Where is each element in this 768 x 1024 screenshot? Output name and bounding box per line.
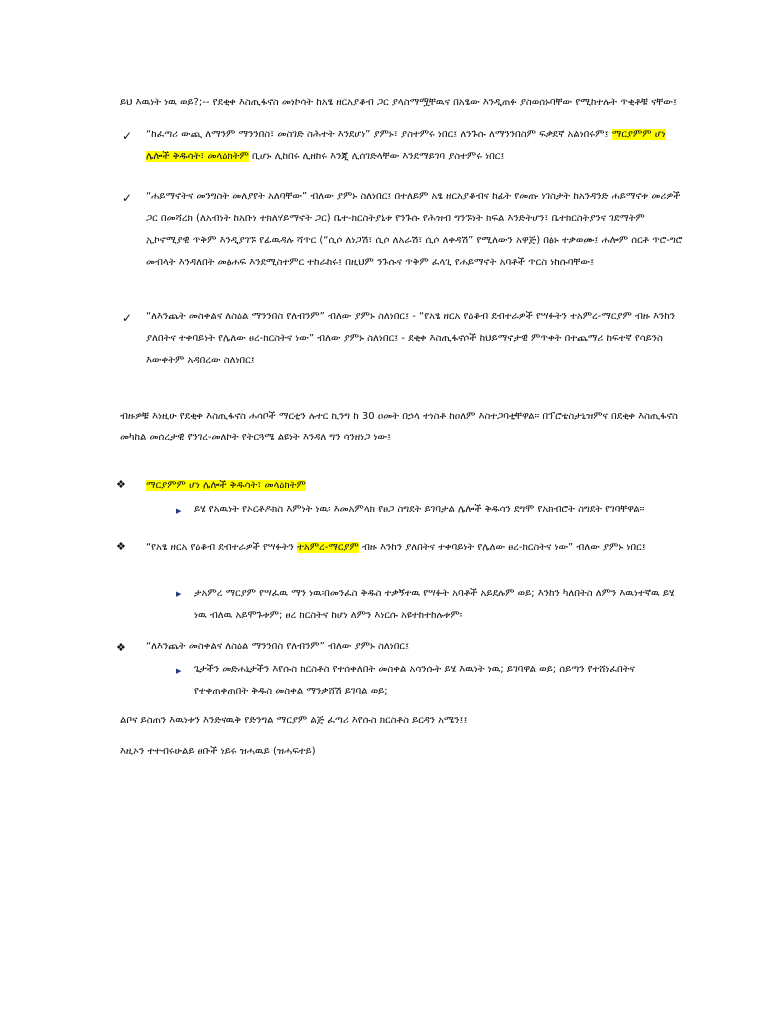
diamond-1-sub bbox=[194, 499, 684, 521]
check-1-text-after: ቢሆኑ ሊከበሩ ሊዘከሩ እንጂ ሊሰገድላቸው እንደማይገባ ያስተምሩ ነበር፤ bbox=[248, 151, 505, 162]
intro-text: ይህ እዉነት ነዉ ወይ?;-- የደቂቀ እስጢፋኖስ መነኮሳት ከአፄ ዘርአያቆብ ጋር ያላስማሟቸዉና በአፄው እንዲጠፉ ያስወሰኑባቸው የሚከተሉት ጥቂቶቹ ናቸው፤ bbox=[120, 97, 677, 108]
checkmark-icon: ✓ bbox=[122, 311, 133, 325]
check-1-text: “ከፈጣሪ ውጪ ለማንም ማንንበስ፣ መስገድ ስሕተት እንደሆነ” ያምኑ፣ ያስተምሩ ነበር፤ ለንጉሱ ለማንንበስም ፍቃደኛ አልነበሩም፤ bbox=[146, 129, 612, 140]
closing-paragraph-1 bbox=[120, 710, 680, 732]
highlight-mark: ማርያምም ሆነ ሌሎች ቅዱሳት፣ መላዕክትም bbox=[146, 480, 306, 491]
check-3-text: “ለእንጨት መስቀልና ለስዕል ማንንበስ የለብንም” ብለው ያምኑ ስለነበር፤ - “የአፄ ዘርአ የዕቆብ ደብተራዎች የሣፉትን ተአምረ-ማርያም ብዙ እንከን ያለበትና ተቀባይነት የሌለው ፀረ-ክርስትና ነው” ብለው ያምኑ ስለነበር፤ - ደቂቀ እስጢፋኖሶች ከህይማኖታዊ ምጥቀት በተጨማሪ ከፍተኛ የሳይንስ እውቀትም አዳበረው ስለነበር፤ bbox=[146, 311, 676, 366]
closing-paragraph-2 bbox=[120, 741, 680, 763]
intro-paragraph bbox=[120, 92, 680, 114]
middle-text: ብዙዎቹ እነዚሁ የደቂቀ እስጢፋኖስ ሐሳቦች ማርቲን ሉተር ኪንግ ከ 30 ዐመት በኃላ ተነስቶ ከዐለም እስተጋባቲቸዋል። በፕሮቴስታኒዝምና በደቂቀ እስጢፋኖስ መካከል መሰረታዊ የንገረ-መለኮት የትርጓሜ ልዩነት እንዳለ ግን ሳንዘነጋ ነው፤ bbox=[120, 411, 678, 443]
diamond-item-2 bbox=[146, 537, 686, 559]
middle-paragraph bbox=[120, 406, 680, 448]
checkmark-icon: ✓ bbox=[122, 129, 133, 143]
arrow-bullet-icon: ▶ bbox=[176, 507, 182, 515]
arrow-bullet-icon: ▶ bbox=[176, 667, 182, 675]
arrow-bullet-icon: ▶ bbox=[176, 590, 182, 598]
check-item-2 bbox=[146, 186, 686, 274]
diamond-item-1 bbox=[146, 475, 686, 497]
closing-text-1: ልቦና ይስጠን እዉነቱን እንድናዉቅ የድንግል ማርያም ልጅ ፈጣሪ እየሱስ ክርስቶስ ይርዳን አሜን፤፤ bbox=[120, 715, 468, 726]
checkmark-icon: ✓ bbox=[122, 191, 133, 205]
diamond-bullet-icon: ❖ bbox=[116, 641, 126, 654]
diamond-bullet-icon: ❖ bbox=[116, 540, 126, 553]
sub-text: ጌታችን መድሐኒታችን እየሱስ ክርስቶስ የተሰቀለበት መስቀል አሳንሱት ይሄ እዉነት ነዉ; ይገባዋል ወይ; ሰይጣን የተሸነፈበትና የተቀጠቀጠበት ቅዱስ መስቀል ማንቃሸሽ ይገባል ወይ; bbox=[194, 664, 635, 697]
highlight-mark: ተአምረ-ማርያም bbox=[297, 542, 359, 553]
closing-text-2: እዚኦን ተተብሩሁልይ ፀቡች ነይሩ ዝሓዉይ (ዝሓፍተይ) bbox=[120, 746, 316, 757]
diamond-item-3 bbox=[146, 636, 686, 658]
diamond-2-sub bbox=[194, 583, 684, 627]
diamond-bullet-icon: ❖ bbox=[116, 478, 126, 491]
highlight-mark: ማርያምም ሆነ ሌሎች ቅዱሳት፣ መላዕክትም bbox=[146, 129, 666, 162]
diamond-3-sub bbox=[194, 659, 684, 703]
sub-text: ታአምረ ማርያም የሣፈዉ ማን ነዉ፡በመንፈስ ቅዱስ ተቃኝተዉ የሣፉት አባቶች አይደሉም ወይ; እንከን ካለበትስ ለምን እዉነተኛዉ ይሄ ነዉ ብለዉ አይሞጉቱም; ፀረ ክርስትና ከሆነ ለምን እነርሱ አዩተከተከሉቱም፡ bbox=[194, 588, 675, 621]
diamond-3-text: “ለእንጨት መስቀልና ለስዕል ማንንበስ የለብንም” ብለው ያምኑ ስለነበር፤ bbox=[146, 641, 410, 652]
check-2-text: “ሐይማኖትና መንግስት መለያየት አለባቸው” ብለው ያምኑ ስለነበር፤ በተለይም አፄ ዘርአያቆብና ከፊት የመጡ ነገስታት ከአንዳንድ ሐይማኖቱ መሪዎች ጋር በመሻረክ (ለአብነት ከአቡነ ተክለሃይማኖት ጋር) ቤተ-ክርስትያኒቱ የንጉሱ የሕዝብ ግንኙነት ክፍል እንድትሆን፣ ቤተክርስትያንና ገደማትም ኢኮኖሚያዊ ጥቅም እንዲያገኙ የፊዉዳሉ ሻጥር (“ሲሶ ለነጋሽ፣ ሲሶ ለአራሽ፣ ሲሶ ለቀዳሽ” የሚለውን አዋጅ) በፅኑ ተቃወሙ፤ ሐሎም ሰርቶ ጥሮ-ግሮ መብላት እንዳለበት መፅሐፍ እንደሚስተምር ተከራከሩ፤ በዚህም ንጉሱና ጥቅም ፈላጊ የሐይማኖት አባቶች ጥርስ ነከሱባቸው፤ bbox=[146, 191, 683, 268]
diamond-2-text-after: ብዙ እንከን ያለበትና ተቀባይነት የሌለው ፀረ-ክርስትና ነው” ብለው ያምኑ ነበር፤ bbox=[358, 542, 646, 553]
diamond-2-text: “የአፄ ዘርአ የዕቆብ ደብተራዎች የሣፉትን bbox=[146, 542, 298, 553]
sub-text: ይሄ የአዉነት የኦርቶዶክስ እምነት ነዉ፡ እመአምላክ የፀጋ ስግደት ይገባታል ሌሎች ቅዱሳን ደግሞ የአክብሮት ስግደት የገባቸዋል። bbox=[194, 504, 645, 515]
check-item-3 bbox=[146, 306, 686, 372]
check-item-1 bbox=[146, 124, 686, 168]
